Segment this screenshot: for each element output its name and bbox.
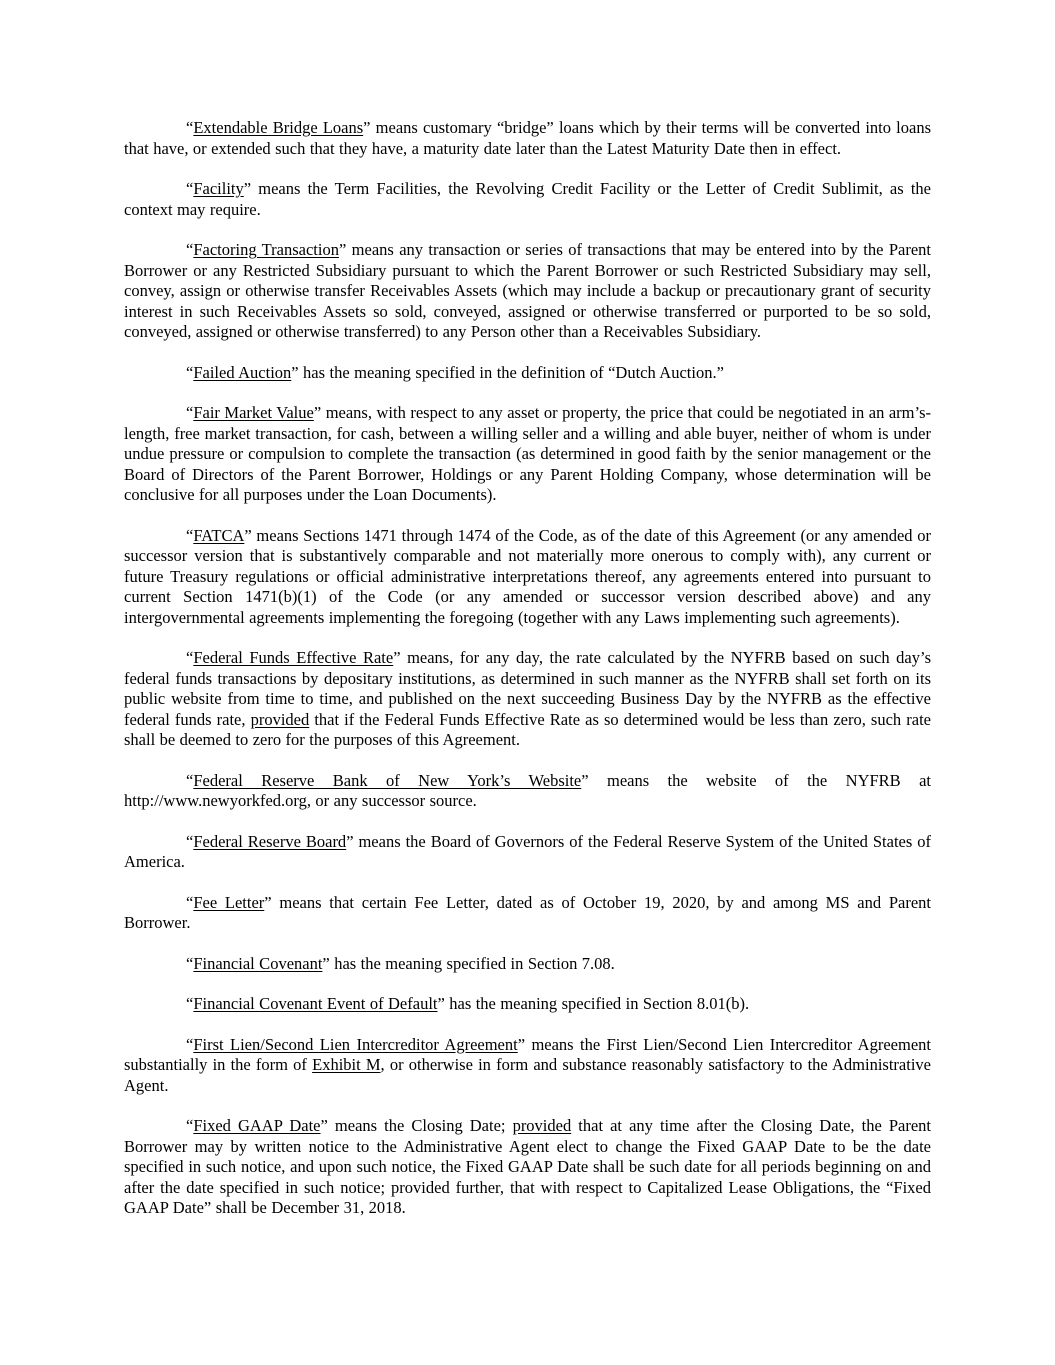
defined-term: FATCA (193, 525, 245, 545)
text-run: that if the Federal Funds Effective Rate as so determined would be less than zero, such rate shall be deemed to zero for the purposes of this Agreement. (124, 709, 931, 749)
text-run: “ (186, 179, 194, 198)
document-body (124, 118, 931, 1219)
defined-term: Federal Reserve Bank of New York’s Website (193, 770, 582, 790)
text-run: ” means the Term Facilities, the Revolving Credit Facility or the Letter of Credit Sublimit, as the context may require. (124, 179, 931, 219)
text-run: “ (186, 648, 194, 667)
text-run: “ (186, 892, 194, 912)
text-run: “ (186, 1116, 194, 1135)
paragraph (124, 1116, 931, 1219)
text-run: “ (186, 525, 194, 545)
defined-term: Financial Covenant (193, 953, 323, 973)
defined-term: Fair Market Value (193, 403, 314, 422)
text-run: “ (186, 831, 194, 851)
text-run: ” means the Board of Governors of the Federal Reserve System of the United States of America. (124, 831, 931, 871)
paragraph (124, 954, 931, 975)
paragraph (124, 1035, 931, 1097)
paragraph (124, 403, 931, 506)
text-run: , or otherwise in form and substance reasonably satisfactory to the Administrative Agent. (124, 1055, 931, 1095)
text-run: “ (186, 403, 194, 422)
paragraph (124, 893, 931, 934)
defined-term: Failed Auction (193, 362, 292, 382)
paragraph (124, 179, 931, 220)
defined-term: Factoring Transaction (193, 240, 339, 259)
text-run: ” has the meaning specified in Section 7.08. (322, 953, 615, 973)
defined-term: Facility (193, 179, 244, 198)
text-run: “ (186, 240, 194, 259)
text-run: ” means any transaction or series of transactions that may be entered into by the Parent Borrower or any Restricted Subsidiary pursuant to which the Parent Borrower or such Restricted Subsidiary may sell, convey, assign or otherwise transfer Receivables Assets (which may include a backup or precautionary grant of security interest in such Receivables Assets so sold, conveyed, assigned or otherwise transferred or purported to be so sold, conveyed, assigned or otherwise transferred) to any Person other than a Receivables Subsidiary. (124, 240, 931, 341)
defined-term: provided (250, 709, 310, 729)
defined-term: provided (512, 1116, 572, 1135)
defined-term: Federal Funds Effective Rate (193, 648, 394, 667)
paragraph (124, 526, 931, 629)
text-run: ” means the First Lien/Second Lien Intercreditor Agreement substantially in the form of (124, 1034, 931, 1074)
paragraph (124, 832, 931, 873)
paragraph (124, 363, 931, 384)
text-run: ” means the website of the NYFRB at http://www.newyorkfed.org, or any successor source. (124, 770, 931, 810)
text-run: ” means, for any day, the rate calculated by the NYFRB based on such day’s federal funds transactions by depositary institutions, as determined in such manner as the NYFRB shall set forth on its public website from time to time, and published on the next succeeding Business Day by the NYFRB as the effective federal funds rate, (124, 648, 931, 729)
paragraph (124, 240, 931, 343)
defined-term: Fixed GAAP Date (193, 1116, 321, 1135)
text-run: “ (186, 770, 194, 790)
text-run: ” means Sections 1471 through 1474 of the Code, as of the date of this Agreement (or any amended or successor version that is substantively comparable and not materially more onerous to comply with), any current or future Treasury regulations or official administrative interpretations thereof, any agreements entered into pursuant to current Section 1471(b)(1) of the Code (or any amended or successor version described above) and any intergovernmental agreements implementing the foregoing (together with any Laws implementing such agreements). (124, 525, 931, 627)
paragraph (124, 994, 931, 1015)
text-run: “ (186, 1034, 194, 1054)
text-run: ” has the meaning specified in the definition of “Dutch Auction.” (291, 362, 724, 382)
text-run: that at any time after the Closing Date, the Parent Borrower may by written notice to the Administrative Agent elect to change the Fixed GAAP Date to be the date specified in such notice, and upon such notice, the Fixed GAAP Date shall be such date for all periods beginning on and after the date specified in such notice; provided further, that with respect to Capitalized Lease Obligations, the “Fixed GAAP Date” shall be December 31, 2018. (124, 1116, 931, 1217)
paragraph (124, 118, 931, 159)
text-run: “ (186, 362, 194, 382)
defined-term: Federal Reserve Board (193, 831, 347, 851)
text-run: “ (186, 994, 194, 1013)
text-run: ” means customary “bridge” loans which by their terms will be converted into loans that have, or extended such that they have, a maturity date later than the Latest Maturity Date then in effect. (124, 118, 932, 158)
text-run: “ (186, 953, 194, 973)
defined-term: Extendable Bridge Loans (193, 118, 364, 137)
text-run: ” means, with respect to any asset or property, the price that could be negotiated in an arm’s-length, free market transaction, for cash, between a willing seller and a willing and able buyer, neither of whom is under undue pressure or compulsion to complete the transaction (as determined in good faith by the senior management or the Board of Directors of the Parent Borrower, Holdings or any Parent Holding Company, whose determination will be conclusive for all purposes under the Loan Documents). (124, 403, 932, 504)
defined-term: First Lien/Second Lien Intercreditor Agreement (193, 1034, 518, 1054)
text-run: ” means that certain Fee Letter, dated as of October 19, 2020, by and among MS and Parent Borrower. (124, 892, 931, 932)
defined-term: Financial Covenant Event of Default (193, 994, 438, 1013)
text-run: ” has the meaning specified in Section 8.01(b). (437, 994, 750, 1013)
defined-term: Exhibit M (312, 1055, 381, 1074)
paragraph (124, 771, 931, 812)
paragraph (124, 648, 931, 751)
text-run: “ (186, 118, 194, 137)
text-run: ” means the Closing Date; (320, 1116, 513, 1135)
defined-term: Fee Letter (193, 892, 265, 912)
